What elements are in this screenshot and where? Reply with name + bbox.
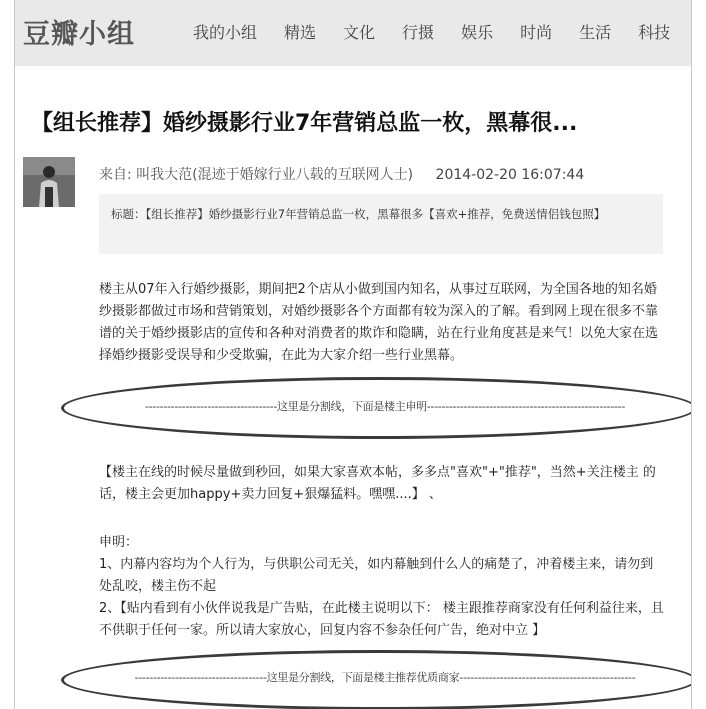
nav-my-groups[interactable]: 我的小组 <box>193 23 258 42</box>
post-paragraph-intro: 楼主从07年入行婚纱摄影，期间把2个店从小做到国内知名，从事过互联网，为全国各地的知名婚纱摄影都做过市场和营销策划，对婚纱摄影各个方面都有较为深入的了解。看到网上现在很多不靠谱的关于婚纱摄影店的宣传和各种对消费者的欺诈和隐瞒，站在行业角度甚是来气！以免大家在选择婚纱摄影受误导和少受欺骗，在此为大家介绍一些行业黑幕。 <box>99 282 659 363</box>
statement-heading: 申明： <box>99 535 139 550</box>
post-subject-box: 标题：【组长推荐】婚纱摄影行业7年营销总监一枚，黑幕很多【喜欢+推荐，免费送情侣钱包照】 <box>99 194 663 254</box>
nav-travel-photo[interactable]: 行摄 <box>402 23 435 42</box>
author-line[interactable]: 来自: 叫我大范(混迹于婚嫁行业八载的互联网人士) <box>99 167 414 183</box>
post-meta <box>99 164 584 184</box>
statement-item-2: 2、【贴内看到有小伙伴说我是广告贴，在此楼主说明以下： 楼主跟推荐商家没有任何利益往来，且不供职于任何一家。所以请大家放心，回复内容不参杂任何广告，绝对中立 】 <box>99 601 664 638</box>
statement-item-1: 1、内幕内容均为个人行为，与供职公司无关，如内幕触到什么人的痛楚了，冲着楼主来，请勿到处乱咬，楼主伤不起 <box>99 557 654 594</box>
divider-line-merchants: ------------------------------------这里是分割线，下面是楼主推荐优质商家------------------------------------------------ <box>134 671 636 684</box>
top-navigation-bar <box>15 0 692 66</box>
nav-fashion[interactable]: 时尚 <box>520 23 553 42</box>
nav-culture[interactable]: 文化 <box>343 23 376 42</box>
nav-entertainment[interactable]: 娱乐 <box>461 23 494 42</box>
post-statement <box>99 532 665 642</box>
page-frame <box>14 0 692 709</box>
post-title: 【组长推荐】婚纱摄影行业7年营销总监一枚，黑幕很... <box>31 111 578 136</box>
main-nav <box>193 20 692 43</box>
nav-tech[interactable]: 科技 <box>638 23 671 42</box>
post-paragraph-reply-note: 【楼主在线的时候尽量做到秒回，如果大家喜欢本帖，多多点"喜欢"+"推荐"，当然+关注楼主 的话，楼主会更加happy+卖力回复+狠爆猛料。嘿嘿....】 、 <box>99 465 656 502</box>
nav-featured[interactable]: 精选 <box>284 23 317 42</box>
site-logo[interactable]: 豆瓣小组 <box>23 19 135 50</box>
post-timestamp: 2014-02-20 16:07:44 <box>435 167 585 183</box>
nav-life[interactable]: 生活 <box>579 23 612 42</box>
author-avatar[interactable] <box>23 157 75 207</box>
divider-line-statement: ------------------------------------这里是分割线，下面是楼主申明------------------------------------------------------ <box>144 400 626 413</box>
